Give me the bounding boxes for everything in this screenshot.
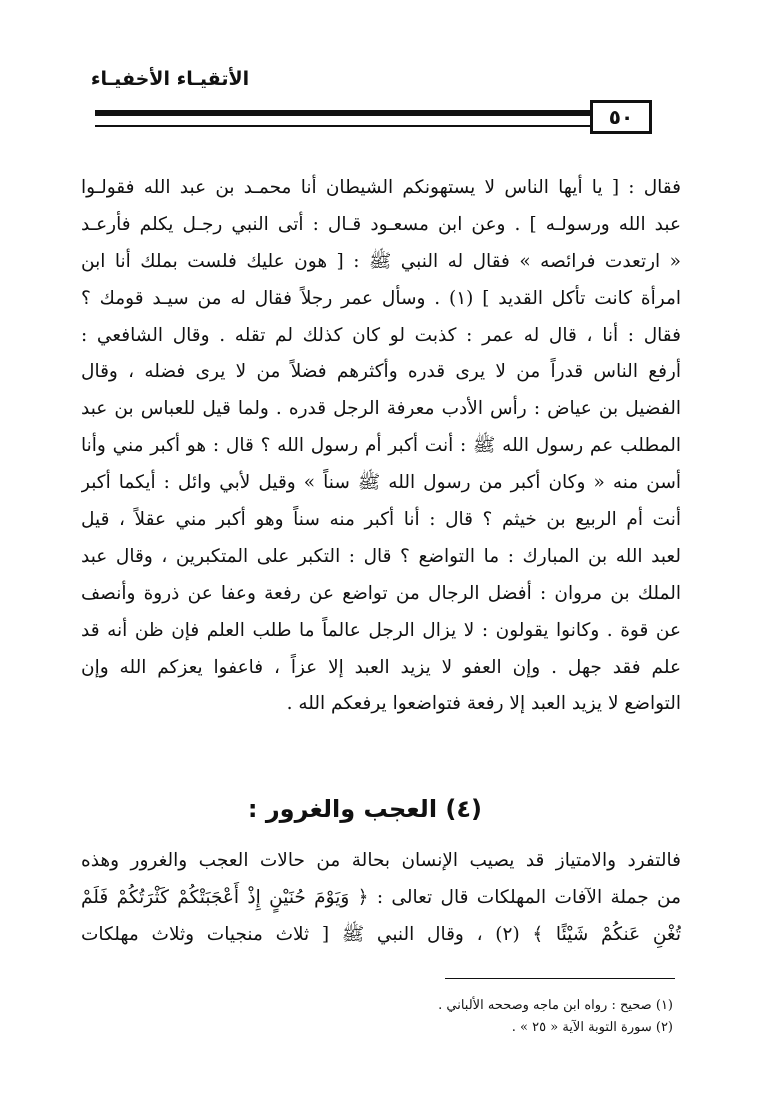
- body-line: التواضع لا يزيد العبد إلا رفعة فتواضعوا يرفعكم الله .: [286, 693, 681, 715]
- body-line: عن قوة . وكانوا يقولون : لا يزال الرجل عالماً ما طلب العلم فإن ظن أنه قد: [81, 619, 681, 641]
- section-heading: (٤) العجب والغرور :: [247, 795, 482, 823]
- body-line: فقال : [ يا أيها الناس لا يستهونكم الشيطان أنا محمـد بن عبد الله فقولـوا: [81, 177, 681, 198]
- body-line: الملك بن مروان : أفضل الرجال من تواضع عن رفعة وعفا عن ذروة وأنصف: [81, 582, 681, 604]
- body-line: « ارتعدت فرائصه » فقال له النبي ﷺ : [ هون عليك فلست بملك أنا ابن: [81, 250, 681, 272]
- body-text-2: [81, 842, 681, 953]
- running-title: الأتقيـاء الأخفيـاء: [90, 68, 250, 90]
- body-line: أنت أم الربيع بن خيثم ؟ قال : أنا أكبر منه سناً وهو أكبر مني عقلاً ، قيل: [81, 509, 681, 531]
- footnotes: [83, 995, 673, 1039]
- body-line: تُغْنِ عَنكُمْ شَيْئًا ﴾ (٢) ، وقال النبي ﷺ [ ثلاث منجيات وثلاث مهلكات: [81, 924, 681, 945]
- footnote: (٢) سورة التوبة الآية « ٢٥ » .: [511, 1020, 673, 1035]
- footnote: (١) صحيح : رواه ابن ماجه وصححه الألباني .: [438, 998, 673, 1013]
- header-rule-thick: [95, 110, 590, 116]
- page-number: ٥٠: [590, 100, 652, 134]
- body-text: [81, 170, 681, 723]
- body-line: الفضيل بن عياض : رأس الأدب معرفة الرجل قدره . ولما قيل للعباس بن عبد: [81, 398, 681, 420]
- body-line: عبد الله ورسولـه ] . وعن ابن مسعـود قـال : أتى النبي رجـل يكلم فأرعـد: [81, 213, 681, 235]
- body-line: امرأة كانت تأكل القديد ] (١) . وسأل عمر رجلاً فقال له من سيـد قومك ؟: [81, 287, 681, 309]
- body-line: فالتفرد والامتياز قد يصيب الإنسان بحالة من حالات العجب والغرور وهذه: [81, 850, 681, 871]
- body-line: من جملة الآفات المهلكات قال تعالى : ﴿ وَيَوْمَ حُنَيْنٍ إِذْ أَعْجَبَتْكُمْ كَثْرَتُكُمْ فَلَمْ: [81, 887, 681, 908]
- body-line: علم فقد جهل . وإن العفو لا يزيد العبد إلا عزاً ، فاعفوا يعزكم الله وإن: [81, 656, 681, 678]
- body-line: أرفع الناس قدراً من لا يرى قدره وأكثرهم فضلاً من لا يرى فضله ، وقال: [81, 361, 681, 383]
- body-line: فقال : أنا ، قال له عمر : كذبت لو كان كذلك لم تقله . وقال الشافعي :: [81, 324, 681, 346]
- body-line: أسن منه « وكان أكبر من رسول الله ﷺ سناً » وقيل لأبي وائل : أيكما أكبر: [81, 472, 681, 494]
- footnote-rule: [445, 978, 675, 979]
- header-rule-thin: [95, 125, 590, 127]
- body-line: لعبد الله بن المبارك : ما التواضع ؟ قال : التكبر على المتكبرين ، وقال عبد: [81, 545, 681, 567]
- body-line: المطلب عم رسول الله ﷺ : أنت أكبر أم رسول الله ؟ قال : هو أكبر مني وأنا: [81, 435, 681, 457]
